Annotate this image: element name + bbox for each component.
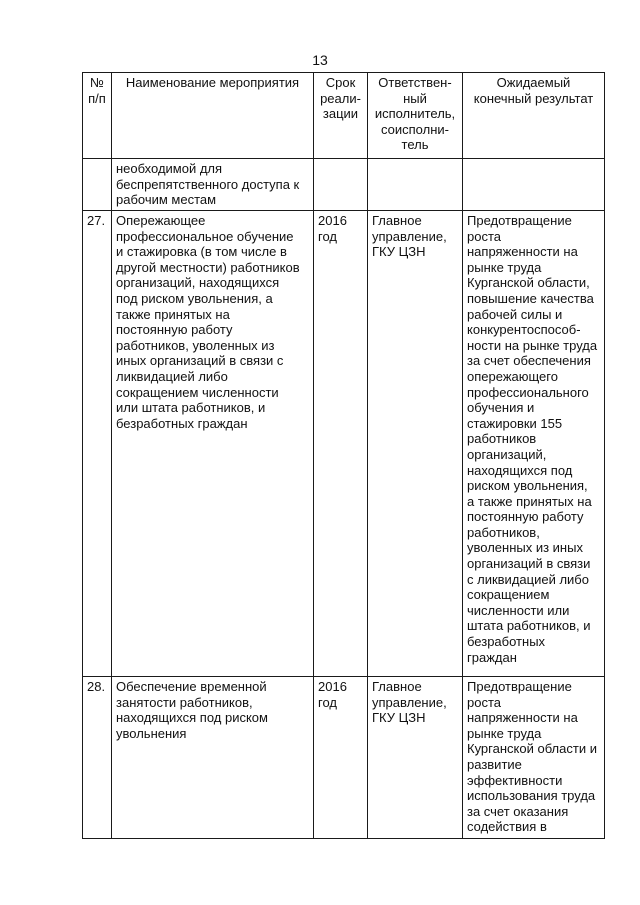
text-line: рынке труда [467,259,542,275]
text-line: уволенных из иных [467,540,583,556]
text-line: Курганской области и [467,741,597,757]
text-line: роста [467,694,501,710]
text-line: содействия в [467,819,547,835]
text-line: напряженности на [467,244,578,260]
text-line: также принятых на [116,306,230,322]
text-line: организаций, находящихся [116,275,280,291]
text-line: управление, [372,694,447,710]
table-row [83,677,605,839]
result-cell [463,211,605,677]
header-name [112,73,314,159]
text-line: работников, [467,524,540,540]
row-number-cell: 28. [83,677,112,839]
text-line: Обеспечение временной [116,679,267,694]
text-line: год [318,228,337,244]
text-line: рынке труда [467,725,542,741]
text-line: ГКУ ЦЗН [372,710,426,726]
text-line: Главное [372,679,422,694]
text-line: соисполни- [381,121,449,137]
term-cell [314,211,368,677]
text-line: организаций, [467,446,547,462]
continuation-num-cell [83,159,112,211]
text-line: профессионального [467,384,589,400]
responsible-cell [368,211,463,677]
text-line: Ответствен- [378,75,452,90]
text-line: тель [401,137,429,153]
text-line: ГКУ ЦЗН [372,244,426,260]
text-line: с ликвидацией либо [467,571,589,587]
table-row [83,211,605,677]
text-line: постоянную работу [467,509,584,525]
text-line: сокращением [467,587,550,603]
text-line: повышение качества [467,290,594,306]
text-line: Опережающее [116,213,206,228]
text-line: 2016 [318,679,347,694]
text-line: сокращением численности [116,384,279,400]
text-line: находящихся под [467,462,573,478]
row-number-cell: 27. [83,211,112,677]
text-line: ный [403,90,427,106]
text-line: год [318,694,337,710]
text-line: роста [467,228,501,244]
text-line: Срок [325,75,356,90]
text-line: постоянную работу [116,322,233,338]
text-line: исполнитель, [374,106,456,122]
text-line: п/п [88,90,106,106]
text-line: за счет обеспечения [467,353,591,369]
text-line: организаций в связи [467,556,591,572]
text-line: эффективности [467,772,563,788]
continuation-result-cell [463,159,605,211]
result-cell [463,677,605,839]
text-line: рабочим местам [116,192,217,208]
continuation-responsible-cell [368,159,463,211]
text-line: безработных [467,634,546,650]
text-line: численности или [467,602,570,618]
text-line: и стажировка (в том числе в [116,244,287,260]
text-line: профессиональное обучение [116,228,294,244]
text-line: или штата работников, и [116,400,266,416]
text-line: рабочей силы и [467,306,563,322]
text-line: Предотвращение [467,213,572,228]
text-line: Предотвращение [467,679,572,694]
text-line: конкурентоспособ- [467,322,581,338]
text-line: беспрепятственного доступа к [116,176,300,192]
term-cell [314,677,368,839]
text-line: занятости работников, [116,694,253,710]
header-result [463,73,605,159]
table-header-row [83,73,605,159]
text-line: увольнения [116,725,187,741]
text-line: находящихся под риском [116,710,268,726]
header-term [314,73,368,159]
text-line: Ожидаемый [496,75,571,90]
text-line: развитие [467,756,522,772]
text-line: стажировки 155 [467,415,563,431]
text-line: штата работников, и [467,618,591,634]
text-line: иных организаций в связи с [116,353,284,369]
responsible-cell [368,677,463,839]
text-line: зации [322,106,359,122]
text-line: ности на рынке труда [467,337,598,353]
text-line: опережающего [467,368,558,384]
text-line: риском увольнения, [467,478,588,494]
text-line: напряженности на [467,710,578,726]
text-line: конечный результат [473,90,594,106]
text-line: под риском увольнения, а [116,290,273,306]
text-line: а также принятых на [467,493,592,509]
text-line: управление, [372,228,447,244]
text-line: использования труда [467,788,596,804]
text-line: необходимой для [116,161,223,176]
text-line: реали- [320,90,361,106]
text-line: № [90,75,104,90]
text-line: ликвидацией либо [116,368,228,384]
header-responsible [368,73,463,159]
text-line: граждан [467,649,517,665]
text-line: Курганской области, [467,275,590,291]
continuation-name-cell [112,159,314,211]
text-line: 2016 [318,213,347,228]
page-number: 13 [312,52,328,68]
continuation-term-cell [314,159,368,211]
table-row-continuation [83,159,605,211]
text-line: Главное [372,213,422,228]
activities-table [82,72,605,839]
activity-name-cell [112,211,314,677]
text-line: работников, уволенных из [116,337,275,353]
text-line: другой местности) работников [116,259,300,275]
text-line: работников [467,431,537,447]
text-line: Наименование мероприятия [125,75,300,90]
header-num [83,73,112,159]
activity-name-cell [112,677,314,839]
text-line: за счет оказания [467,803,569,819]
text-line: обучения и [467,400,535,416]
text-line: безработных граждан [116,415,248,431]
